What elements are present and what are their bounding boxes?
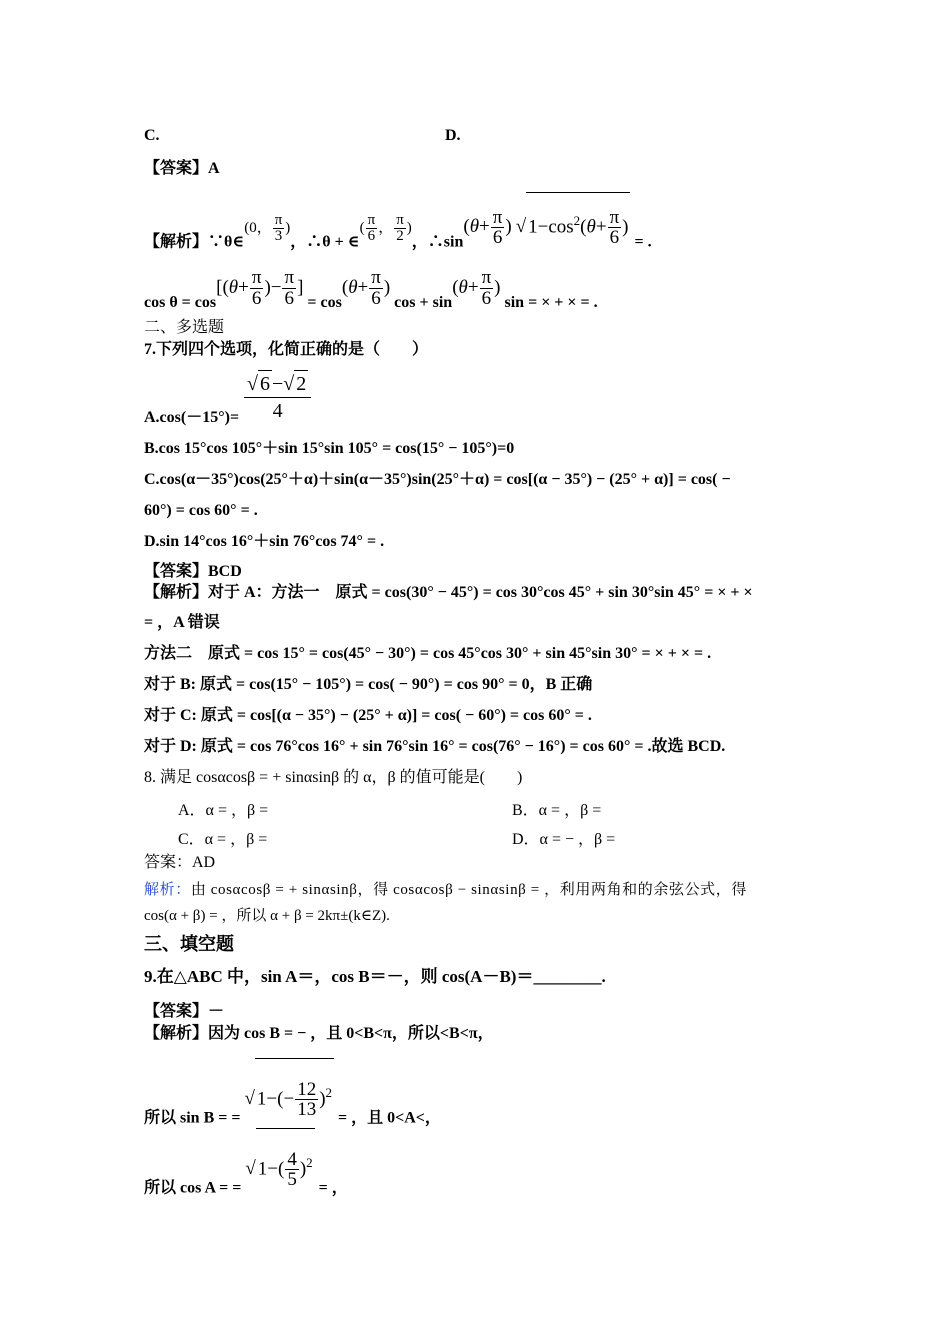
q6-explanation-part6: = cos — [307, 294, 342, 311]
q8-answer: 答案：AD — [144, 854, 216, 871]
q7-option-a-text: A.cos(－15°)= — [144, 409, 240, 426]
q6-explanation-part2: ，∴θ + ∈ — [290, 233, 360, 251]
q7-explanation-line6: 对于 D: 原式 = cos 76°cos 16° + sin 76°sin 16° = cos(76° − 16°) = cos 60° = .故选 BCD. — [144, 738, 726, 755]
q6-explanation-label: 【解析】 — [144, 233, 209, 251]
q9-sinb-suffix: = ，且 0<A<， — [338, 1109, 441, 1127]
q9-answer: 【答案】－ — [144, 1003, 225, 1020]
q6-sin-arg: (θ+ $\frac{\pi}{6}$ ) — [463, 206, 512, 249]
q8-explanation-text1: 由 cosαcosβ = + sinαsinβ，得 cosαcosβ − sinαsinβ = ，利用两角和的余弦公式，得 — [190, 882, 747, 898]
q6-explanation-part8: sin = × + × = . — [504, 294, 598, 311]
q6-answer: 【答案】A — [144, 160, 220, 177]
q8-option-b: B．α = ，β = — [512, 802, 602, 819]
q6-explanation-part3: ，∴sin — [411, 233, 464, 251]
q6-option-d: D. — [445, 127, 461, 144]
q7-explanation-line2: = ，A 错误 — [144, 614, 220, 631]
q6-explanation-part7: cos + sin — [394, 294, 453, 311]
q9-sqrt-sina: √ 1−( $\frac{4}{5}$ )$^2$ — [245, 1158, 314, 1179]
q6-interval-0-pi3: (0， $\frac{\pi}{3}$ ) — [244, 211, 291, 245]
q6-interval-pi6-pi2: ( $\frac{\pi}{6}$ ， $\frac{\pi}{2}$ ) — [359, 211, 412, 245]
q8-explanation-label: 解析： — [144, 882, 191, 898]
q9-sqrt-cosb: √ 1−(− $\frac{12}{13}$ )$^2$ — [244, 1088, 334, 1109]
q8-option-a: A．α = ，β = — [178, 802, 269, 819]
q9-explanation-line1: 【解析】因为 cos B = − ，且 0<B<π，所以<B<π， — [144, 1025, 494, 1042]
section-title-fill-in: 三、填空题 — [144, 934, 234, 954]
q6-cos-bracket: [(θ+ $\frac{\pi}{6}$ )− $\frac{\pi}{6}$ ] — [216, 267, 304, 310]
q6-sin-arg-2: (θ+ $\frac{\pi}{6}$ ) — [452, 267, 501, 310]
q7-option-b: B.cos 15°cos 105°＋sin 15°sin 105° = cos(15° − 105°)=0 — [144, 440, 515, 457]
q6-cos-arg: (θ+ $\frac{\pi}{6}$ ) — [341, 267, 391, 310]
q8-explanation-line1 — [144, 880, 747, 900]
q7-answer: 【答案】BCD — [144, 563, 242, 580]
q9-cosa-suffix: = ， — [318, 1179, 348, 1197]
section-title-multiple-choice: 二、多选题 — [144, 319, 225, 336]
q7-option-a — [144, 408, 239, 428]
q8-option-d: D．α = − ，β = — [512, 831, 616, 848]
q9-explanation-line3 — [144, 1128, 348, 1222]
q8-explanation-line2: cos(α + β) = ，所以 α + β = 2kπ±(k∈Z). — [144, 908, 390, 924]
q7-option-d: D.sin 14°cos 16°＋sin 76°cos 74° = . — [144, 533, 385, 550]
q7-option-c-line2: 60°) = cos 60° = . — [144, 502, 258, 519]
q6-explanation-part4: = . — [634, 233, 652, 251]
q8-option-c: C．α = ，β = — [178, 831, 268, 848]
q7-stem: 7.下列四个选项，化简正确的是（ ） — [144, 341, 429, 358]
q6-option-c: C. — [144, 127, 160, 144]
q7-explanation-line3: 方法二 原式 = cos 15° = cos(45° − 30°) = cos 45°cos 30° + sin 45°sin 30° = × + × = . — [144, 645, 712, 662]
q9-stem: 9.在△ABC 中，sin A＝，cos B＝－，则 cos(A－B)＝________. — [144, 967, 606, 986]
q7-explanation-line1: 【解析】对于 A：方法一 原式 = cos(30° − 45°) = cos 30°cos 45° + sin 30°sin 45° = × + × — [144, 584, 753, 601]
q9-cosa-prefix: 所以 cos A = = — [144, 1179, 242, 1197]
q6-explanation-part5: cos θ = cos — [144, 294, 217, 311]
q6-explanation-line1 — [144, 192, 652, 270]
q6-sqrt-expression: √ $1-\cos^2(\theta+$ $\frac{\pi}{6}$ ) — [516, 216, 631, 237]
q6-explanation-part1: ∵θ∈ — [208, 233, 245, 251]
q8-stem: 8. 满足 cosαcosβ = + sinαsinβ 的 α，β 的值可能是( ) — [144, 769, 523, 786]
q7-option-a-fraction: √ 6 −√ 2 4 — [244, 370, 311, 424]
q7-explanation-line5: 对于 C: 原式 = cos[(α − 35°) − (25° + α)] = cos( − 60°) = cos 60° = . — [144, 707, 592, 724]
q9-sinb-prefix: 所以 sin B = = — [144, 1109, 241, 1127]
q7-option-c-line1: C.cos(α－35°)cos(25°＋α)＋sin(α－35°)sin(25°＋α) = cos[(α − 35°) − (25° + α)] = cos( − — [144, 471, 731, 488]
q7-explanation-line4: 对于 B: 原式 = cos(15° − 105°) = cos( − 90°) = cos 90° = 0，B 正确 — [144, 676, 593, 693]
